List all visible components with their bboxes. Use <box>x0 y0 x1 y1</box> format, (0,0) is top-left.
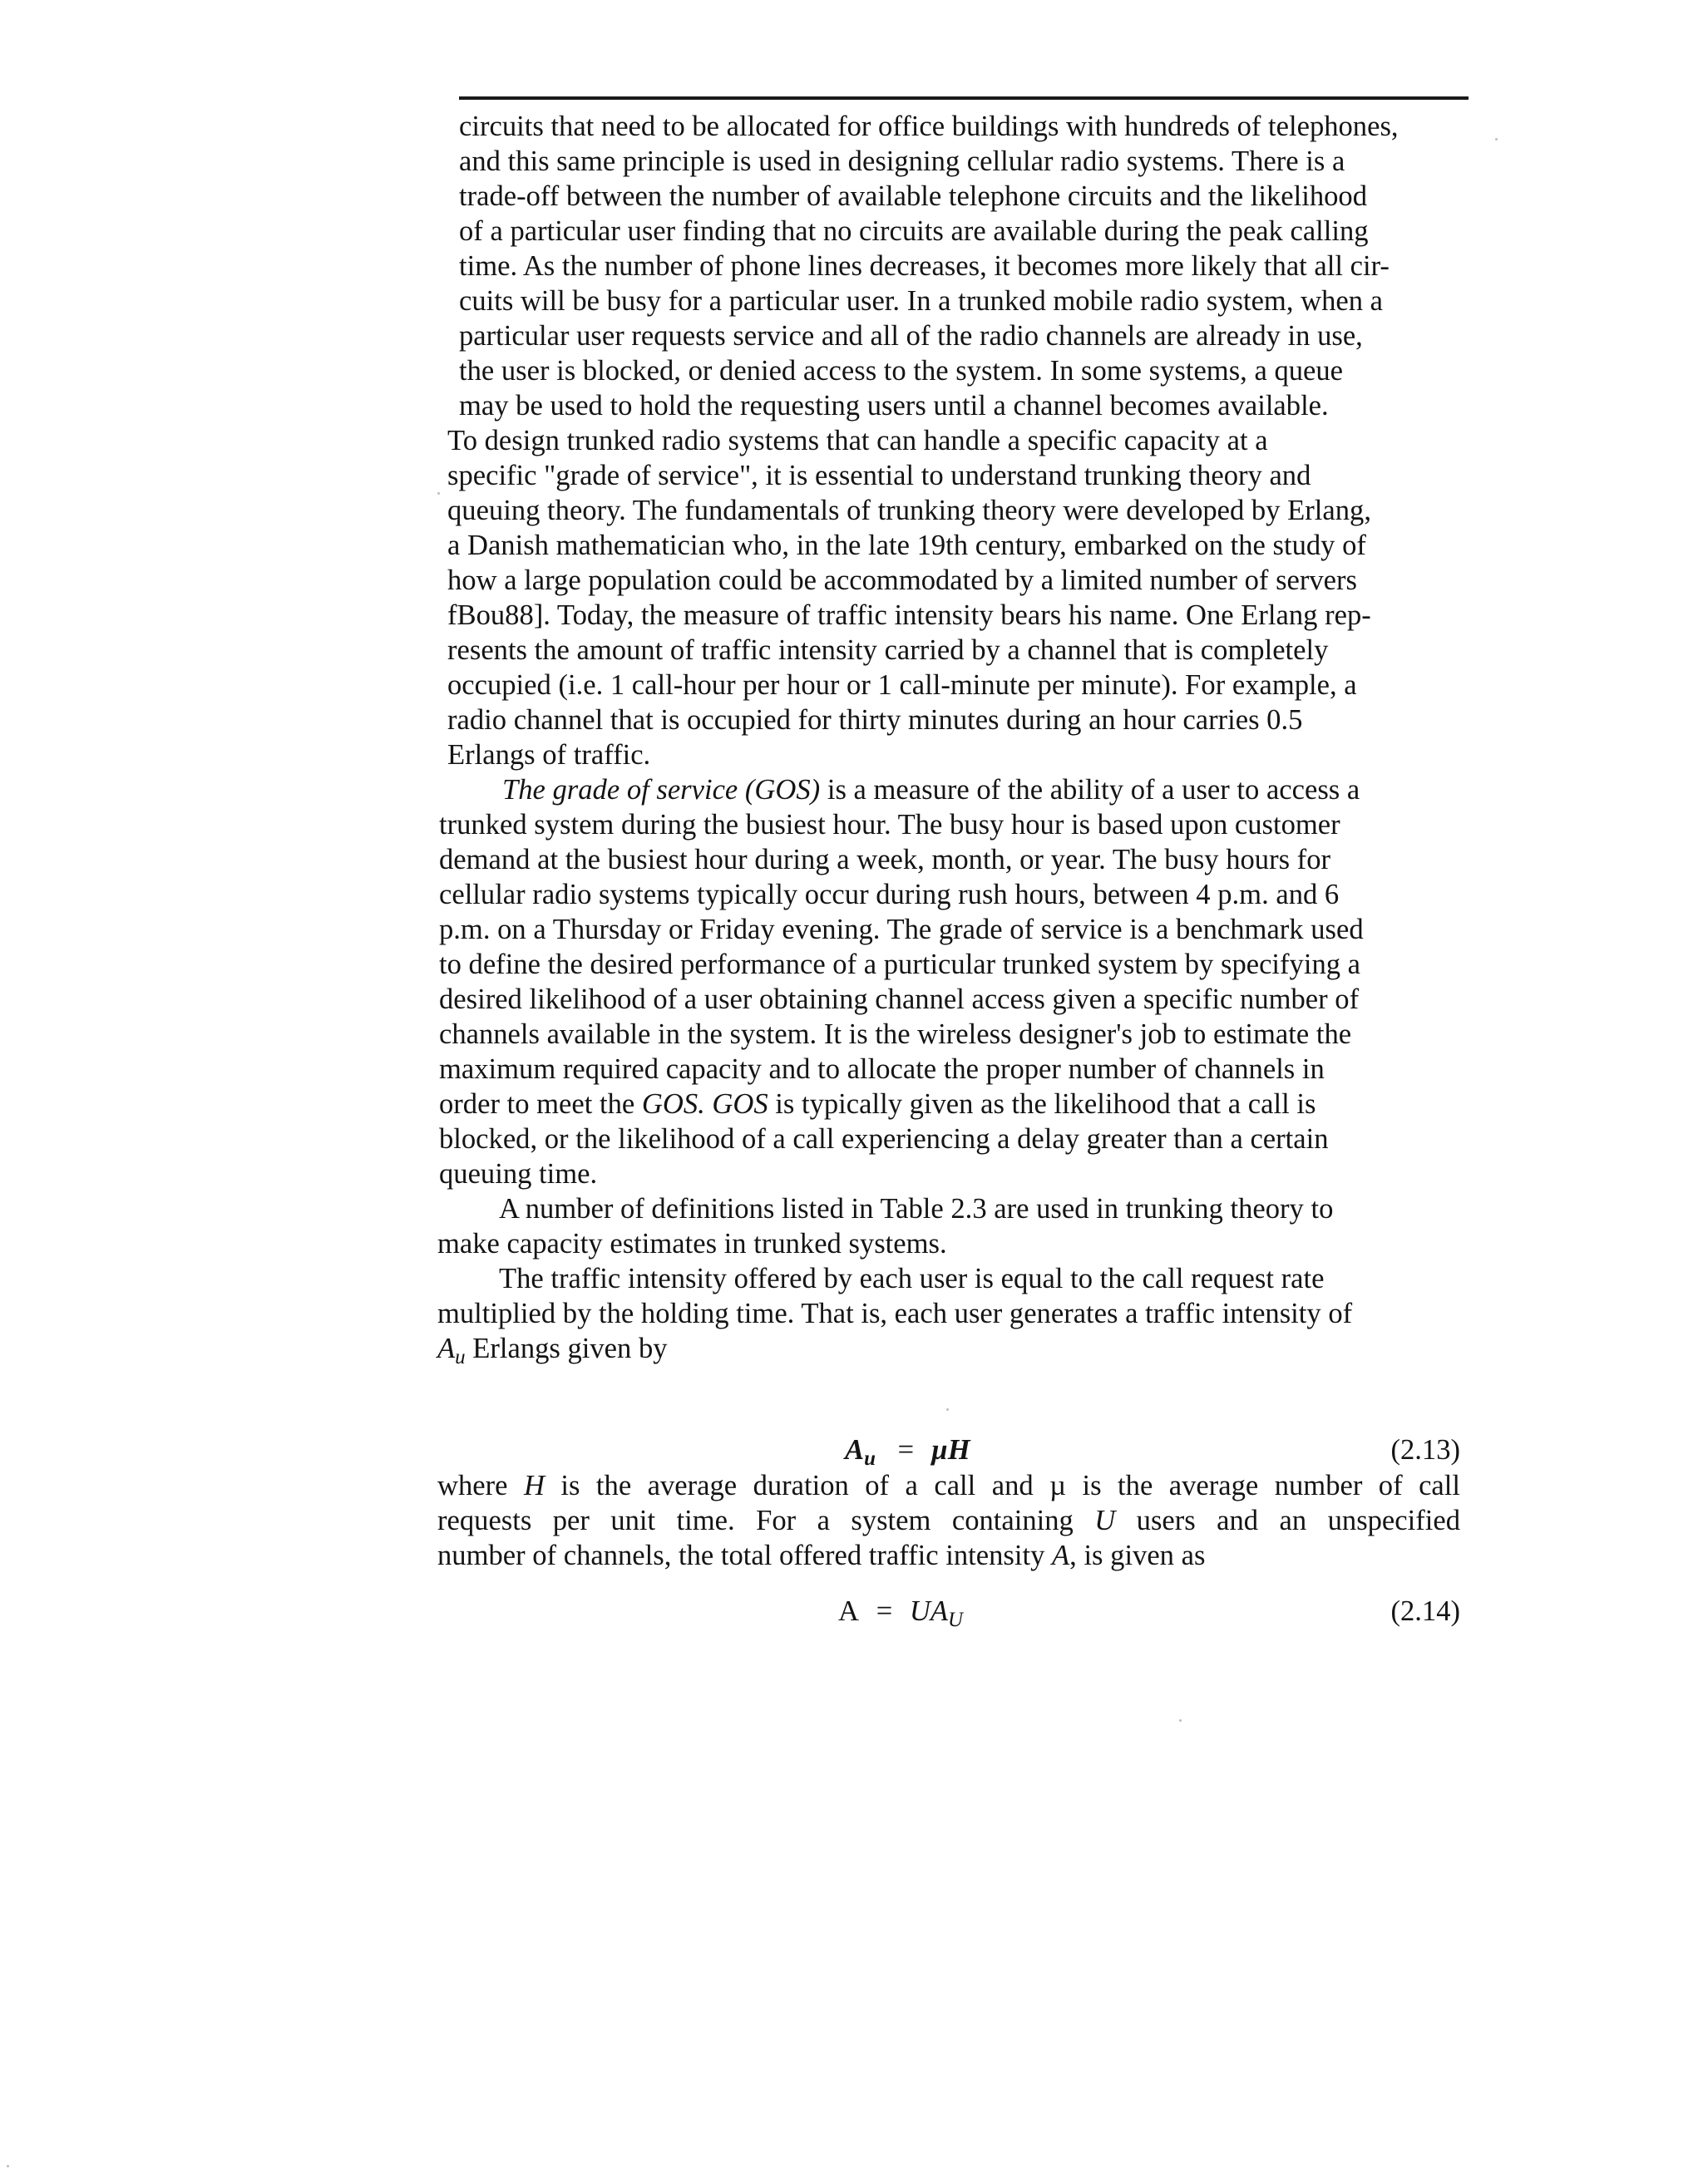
equals-sign: = <box>897 1434 915 1466</box>
scan-speck <box>946 1408 949 1411</box>
text-line: circuits that need to be allocated for office buildings with hundreds of telephones, <box>459 111 1399 142</box>
equation-rhs: µH <box>930 1434 970 1466</box>
symbol-h: H <box>523 1470 545 1501</box>
text-line: channels available in the system. It is the wireless designer's job to estimate the <box>439 1018 1352 1050</box>
equation-lhs: A <box>838 1595 858 1627</box>
text-line <box>437 1503 1460 1538</box>
text-line <box>439 1087 1316 1122</box>
text-span: is the average number of call <box>1066 1470 1460 1501</box>
gos-term: The grade of service (GOS) <box>502 774 821 806</box>
text-line <box>437 1538 1205 1573</box>
text-line: To design trunked radio systems that can handle a specific capacity at a <box>447 425 1268 456</box>
text-line: of a particular user finding that no circuits are available during the peak calling <box>459 215 1369 247</box>
text-span: is a measure of the ability of a user to access a <box>820 774 1360 806</box>
text-line: a Danish mathematician who, in the late 19th century, embarked on the study of <box>447 530 1366 561</box>
text-span: number of channels, the total offered traffic intensity <box>437 1540 1053 1571</box>
equation-rhs-subscript: U <box>948 1609 963 1632</box>
equation-lhs: A <box>845 1434 865 1466</box>
text-span: Erlangs given by <box>465 1333 668 1364</box>
text-line <box>437 1331 668 1369</box>
text-line: resents the amount of traffic intensity carried by a channel that is completely <box>447 634 1329 666</box>
text-line: how a large population could be accommodated by a limited number of servers <box>447 564 1358 596</box>
text-line: specific "grade of service", it is essential to understand trunking theory and <box>447 460 1311 491</box>
symbol-a: A <box>437 1333 456 1364</box>
equation-2-13 <box>845 1432 970 1471</box>
text-line: occupied (i.e. 1 call-hour per hour or 1 call-minute per minute). For example, a <box>447 669 1357 701</box>
symbol-subscript: u <box>455 1346 466 1369</box>
text-line: may be used to hold the requesting users until a channel becomes available. <box>459 390 1329 422</box>
text-line: time. As the number of phone lines decreases, it becomes more likely that all cir- <box>459 250 1390 282</box>
text-line: The traffic intensity offered by each user is equal to the call request rate <box>499 1263 1325 1294</box>
text-line: cellular radio systems typically occur during rush hours, between 4 p.m. and 6 <box>439 879 1340 910</box>
symbol-a: A <box>1052 1540 1070 1571</box>
header-rule <box>459 96 1469 100</box>
text-line: and this same principle is used in designing cellular radio systems. There is a <box>459 145 1345 177</box>
text-span: requests per unit time. For a system containing <box>437 1505 1095 1536</box>
text-line: desired likelihood of a user obtaining channel access given a specific number of <box>439 984 1360 1015</box>
text-line: radio channel that is occupied for thirty minutes during an hour carries 0.5 <box>447 704 1303 736</box>
equation-2-14 <box>838 1594 963 1632</box>
text-line: multiplied by the holding time. That is, each user generates a traffic intensity of <box>437 1298 1353 1329</box>
scan-speck <box>437 492 440 495</box>
text-line: queuing theory. The fundamentals of trunking theory were developed by Erlang, <box>447 495 1371 526</box>
text-span: is the average duration of a call and <box>544 1470 1050 1501</box>
text-line: cuits will be busy for a particular user. In a trunked mobile radio system, when a <box>459 285 1384 317</box>
equation-lhs-subscript: u <box>864 1447 876 1471</box>
text-span: where <box>437 1470 524 1501</box>
text-line <box>437 1468 1460 1503</box>
text-line: demand at the busiest hour during a week, month, or year. The busy hours for <box>439 844 1331 875</box>
text-line <box>502 772 1360 807</box>
text-line: make capacity estimates in trunked systems. <box>437 1228 947 1260</box>
symbol-u: U <box>1094 1505 1116 1536</box>
text-span: , is given as <box>1069 1540 1206 1571</box>
text-line: A number of definitions listed in Table 2.3 are used in trunking theory to <box>499 1193 1334 1225</box>
text-span: is typically given as the likelihood that a call is <box>768 1088 1316 1120</box>
equation-rhs: UA <box>909 1595 948 1627</box>
text-line: maximum required capacity and to allocate the proper number of channels in <box>439 1053 1325 1085</box>
text-line: the user is blocked, or denied access to the system. In some systems, a queue <box>459 355 1344 387</box>
equals-sign: = <box>876 1595 893 1627</box>
gos-abbrev: GOS. GOS <box>641 1088 768 1120</box>
text-line: blocked, or the likelihood of a call experiencing a delay greater than a certain <box>439 1123 1329 1155</box>
text-line: particular user requests service and all of the radio channels are already in use, <box>459 320 1363 352</box>
equation-number: (2.13) <box>1390 1434 1460 1466</box>
text-line: p.m. on a Thursday or Friday evening. The grade of service is a benchmark used <box>439 914 1364 945</box>
symbol-mu: µ <box>1049 1470 1067 1501</box>
text-line: to define the desired performance of a purticular trunked system by specifying a <box>439 949 1361 980</box>
text-line: trade-off between the number of available telephone circuits and the likelihood <box>459 180 1367 212</box>
text-span: users and an unspecified <box>1115 1505 1460 1536</box>
equation-number: (2.14) <box>1390 1595 1460 1627</box>
text-span: order to meet the <box>439 1088 642 1120</box>
scan-speck <box>1179 1719 1182 1722</box>
text-line: trunked system during the busiest hour. The busy hour is based upon customer <box>439 809 1340 841</box>
text-line: queuing time. <box>439 1158 598 1190</box>
scan-speck <box>1495 138 1498 141</box>
text-line: fBou88]. Today, the measure of traffic intensity bears his name. One Erlang rep- <box>447 599 1371 631</box>
scan-speck <box>7 2165 9 2167</box>
text-line: Erlangs of traffic. <box>447 739 651 771</box>
